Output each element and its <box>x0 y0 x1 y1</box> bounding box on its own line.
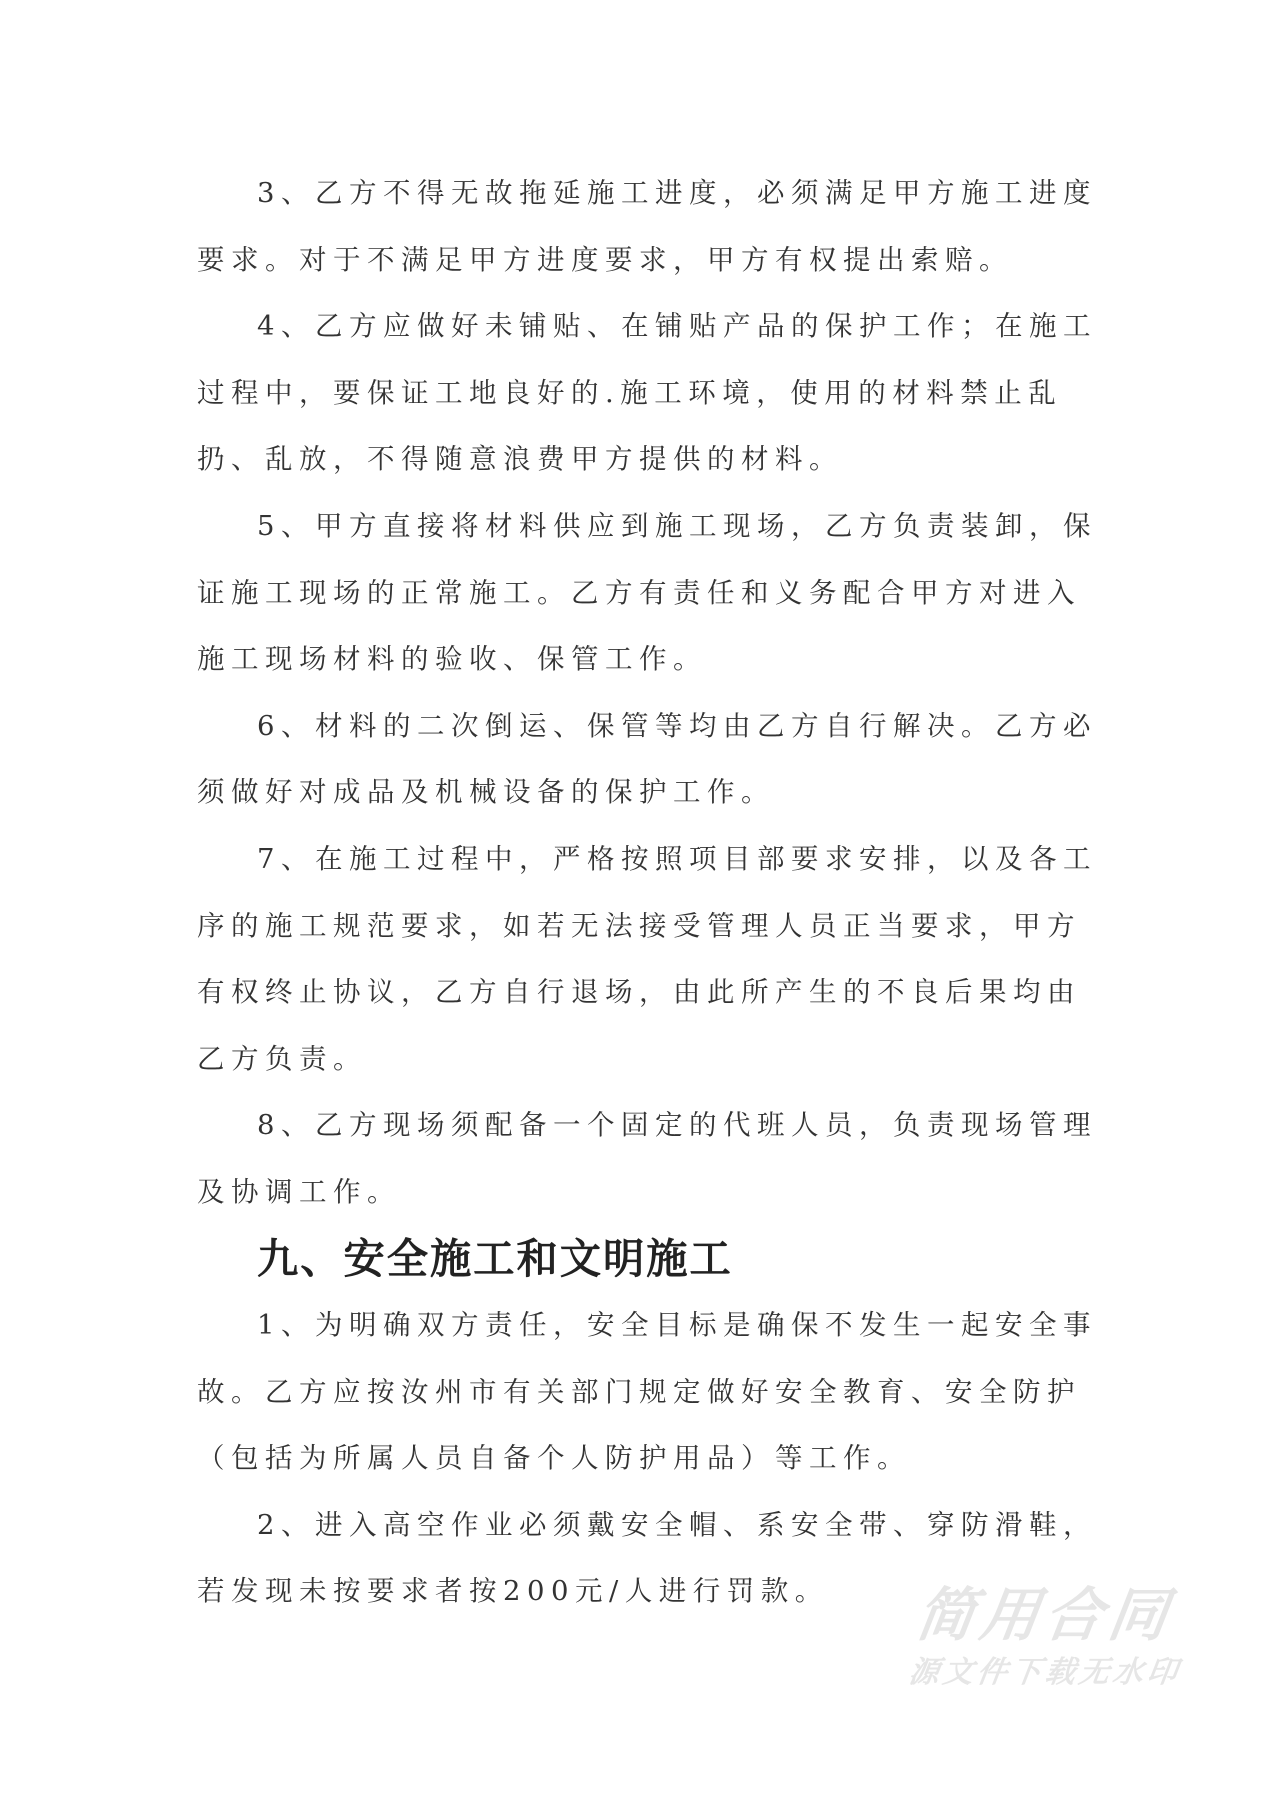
clause-paragraph-8: 8、乙方现场须配备一个固定的代班人员，负责现场管理及协调工作。 <box>197 1109 1097 1208</box>
watermark-tagline: 源文件下载无水印 <box>906 1655 1184 1690</box>
watermark-brand: 简用合同 <box>912 1581 1178 1649</box>
section-heading-safety: 九、安全施工和文明施工 <box>257 1233 733 1283</box>
clause-paragraph-4: 4、乙方应做好未铺贴、在铺贴产品的保护工作；在施工过程中，要保证工地良好的.施工环境，使用的材料禁止乱扔、乱放，不得随意浪费甲方提供的材料。 <box>197 310 1097 476</box>
watermark <box>880 1580 1210 1696</box>
safety-paragraph-1: 1、为明确双方责任，安全目标是确保不发生一起安全事故。乙方应按汝州市有关部门规定做好安全教育、安全防护（包括为所属人员自备个人防护用品）等工作。 <box>197 1309 1097 1475</box>
clause-paragraph-3: 3、乙方不得无故拖延施工进度，必须满足甲方施工进度要求。对于不满足甲方进度要求，甲方有权提出索赔。 <box>197 177 1097 276</box>
safety-paragraph-2: 2、进入高空作业必须戴安全帽、系安全带、穿防滑鞋，若发现未按要求者按200元/人进行罚款。 <box>197 1508 1097 1608</box>
clause-paragraph-6: 6、材料的二次倒运、保管等均由乙方自行解决。乙方必须做好对成品及机械设备的保护工作。 <box>197 709 1097 809</box>
clause-paragraph-7: 7、在施工过程中，严格按照项目部要求安排，以及各工序的施工规范要求，如若无法接受管理人员正当要求，甲方有权终止协议，乙方自行退场，由此所产生的不良后果均由乙方负责。 <box>197 842 1097 1075</box>
document-body <box>197 160 1097 1625</box>
clause-paragraph-5: 5、甲方直接将材料供应到施工现场，乙方负责装卸，保证施工现场的正常施工。乙方有责任和义务配合甲方对进入施工现场材料的验收、保管工作。 <box>197 509 1097 676</box>
